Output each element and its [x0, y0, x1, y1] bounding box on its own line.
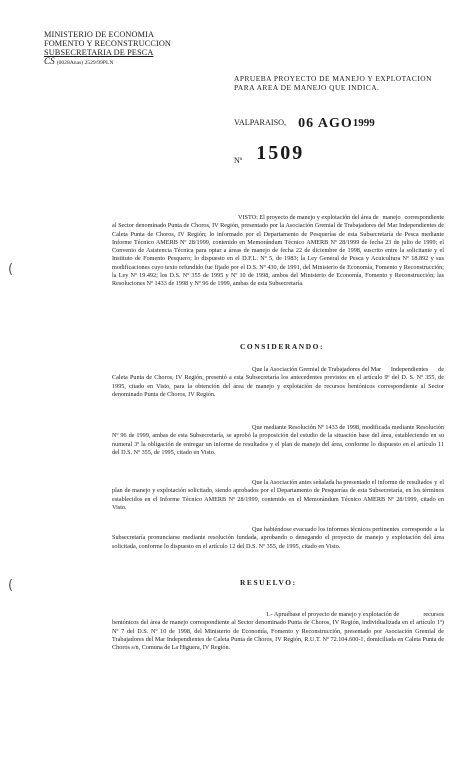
- subject-line-1: APRUEBA PROYECTO DE MANEJO Y EXPLOTACION: [234, 74, 432, 83]
- subject-line-2: PARA AREA DE MANEJO QUE INDICA.: [234, 83, 380, 92]
- considerando-heading: CONSIDERANDO:: [240, 342, 325, 351]
- paragraph-body: resultados y el plan de manejo y explotación solicitado, siendo aprobados por el Departamento de Pesquerías de esta Subsecretaría, en los términos establecidos en el Informe Técnico AMERB Nº 28/1999, contenido en el Memorándum Técnico AMERB Nº 28/1999, citado en Visto.: [112, 479, 444, 511]
- visto-lead: VISTO: El proyecto de manejo y explotación del área de: [238, 214, 379, 221]
- paragraph-body: recursos bentónicos del área de manejo correspondiente al Sector denominado Punta de Choros, IV Región, individualizada en el artículo 1º) Nº 7 del D.S. Nº 10 de 1998, del Ministerio de Economía, Fomento y Reconstrucción, presentado por Asociación Gremial de Trabajadores del Mar Independientes de Caleta Punta de Choros, IV Región, R.U.T. Nº 72.104.600-1, domiciliada en Caleta Punta de Choros s/n, Comuna de La Higuera, IV Región.: [112, 611, 444, 652]
- letterhead: [44, 30, 171, 68]
- considerando-paragraph-3: [112, 479, 444, 512]
- date-stamp: 06 AGO: [298, 116, 353, 131]
- paragraph-lead: 1.- Apruébase el proyecto de manejo y explotación de: [266, 611, 400, 618]
- paragraph-lead: Que mediante Resolución Nº 1433 de 1998, modificada: [252, 424, 391, 431]
- considerando-paragraph-1: [112, 366, 444, 399]
- visto-body: manejo correspondiente al Sector denominado Punta de Choros, IV Región, presentado por la Asociación Gremial de Trabajadores del Mar Independientes de Caleta Punta de Choros, IV Región; lo informado por el Departamento de Pesquerías de esta Subsecretaría de Pesca mediante Informe Técnico AMERB Nº 28/1999, contenido en Memorándum Técnico AMERB Nº 28/1999 de fecha 23 de julio de 1999; el Convenio de Asistencia Técnica para optar a áreas de manejo de fecha 22 de diciembre de 1998, suscrito entre la solicitante y el Instituto de Fomento Pesquero; lo dispuesto en el D.F.L. Nº 5, de 1983; la Ley General de Pesca y Acuicultura Nº 18.892 y sus modificaciones cuyo texto refundido fue fijado por el D.S. Nº 430, de 1991, del Ministerio de Economía, Fomento y Reconstrucción; la Ley Nº 19.492; los D.S. Nº 355 de 1995 y Nº 10 de 1998, ambos del Ministerio de Economía, Fomento y Reconstrucción; las Resoluciones Nº 1433 de 1998 y Nº 96 de 1999, ambas de esta Subsecretaría.: [112, 214, 444, 288]
- resuelvo-paragraph-1: [112, 611, 444, 652]
- paragraph-body: corresponde a la Subsecretaría pronunciarse mediante resolución fundada, aprobando o denegando el proyecto de manejo y explotación del área solicitada, conforme lo dispuesto en el artículo 12 del D.S. Nº 355, de 1995, citado en Visto.: [112, 526, 444, 550]
- resuelvo-heading: RESUELVO:: [240, 578, 297, 587]
- reference-code: (0028Anas) 2529/99PLN: [56, 60, 114, 66]
- number-label: Nº: [234, 156, 243, 165]
- considerando-paragraph-2: [112, 424, 444, 457]
- date-year: 1999: [352, 117, 375, 129]
- paragraph-body: mediante Resolución Nº 96 de 1999, ambas de esta Subsecretaría, se aprobó la proposición del estudio de la situación base del área, estableciendo en su numeral 3º la obligación de entregar un informe de resultados y el plan de manejo del área, conforme lo dispuesto en el artículo 11 del D.S. Nº 355, de 1995, citado en Visto.: [112, 424, 444, 456]
- resolution-number: [234, 142, 304, 165]
- considerando-paragraph-4: [112, 526, 444, 551]
- margin-punch-mark: (: [8, 262, 14, 277]
- letterhead-ministry-2: FOMENTO Y RECONSTRUCCION: [44, 39, 172, 48]
- margin-punch-mark: (: [8, 578, 14, 593]
- paragraph-lead: Que la Asociación antes señalada ha presentado el informe de: [252, 479, 405, 486]
- letterhead-subsecretaria: SUBSECRETARIA DE PESCA: [44, 48, 154, 57]
- paragraph-lead: Que la Asociación Gremial de Trabajadores del Mar: [252, 366, 382, 373]
- visto-paragraph: [112, 214, 444, 289]
- letterhead-reference: [44, 57, 171, 68]
- city: VALPARAISO,: [234, 118, 287, 127]
- number-value: 1509: [256, 142, 305, 164]
- paragraph-lead: Que habiéndose evacuado los informes técnicos pertinentes: [252, 526, 400, 533]
- letterhead-ministry: MINISTERIO DE ECONOMIA: [44, 30, 155, 39]
- handwritten-initials: CS: [44, 56, 55, 66]
- place-and-date: [234, 116, 375, 132]
- resolution-subject: [234, 74, 432, 92]
- paragraph-body: Independientes de Caleta Punta de Choros, IV Región, presentó a esta Subsecretaría los antecedentes previstos en el artículo 9º del D. S. Nº 355, de 1995, citado en Visto, para la obtención del área de manejo y explotación de recursos bentónicos correspondiente al Sector denominado Punta de Choros, IV Región.: [112, 366, 444, 398]
